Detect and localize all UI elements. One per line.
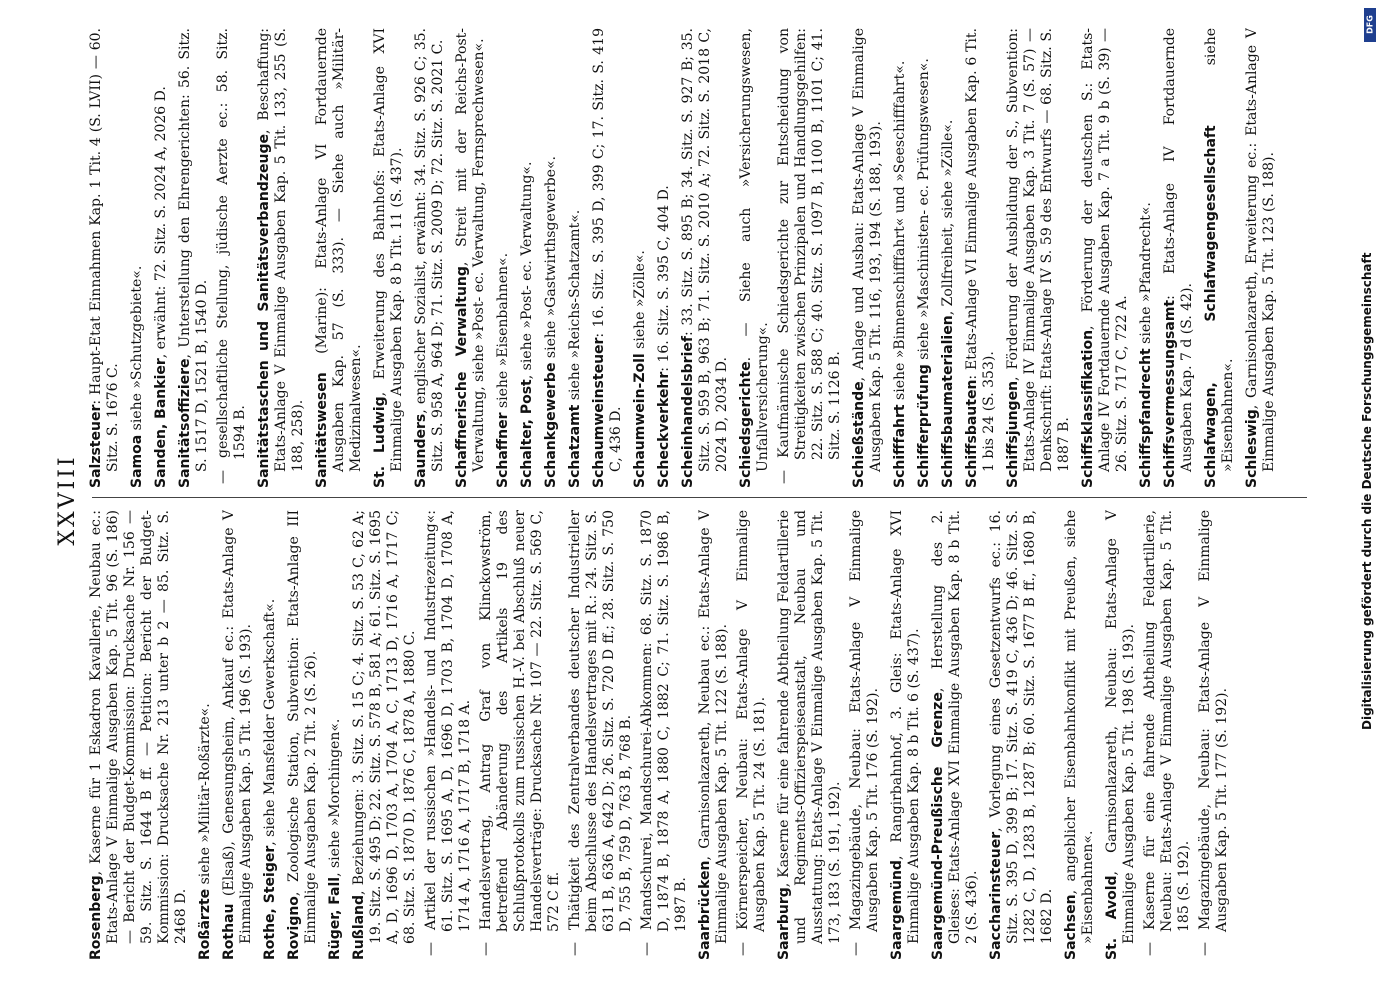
dfg-logo-text: DFG: [1365, 15, 1375, 34]
index-reference: , Erweiterung des Bahnhofs: Etats-Anlage XVI Einmalige Ausgaben Kap. 8 b Tit. 11 (S. 437).: [372, 28, 405, 472]
index-reference: , Vorlegung eines Gesetzentwurfs ec.: 16. Sitz. S. 395 D, 399 B; 17. Sitz. S. 419 C, 436 D; 46. Sitz. S. 1282 C, D, 1283 B, 1287 B; 60. Sitz. S. 1677 B ff., 1680 B, 1682 D.: [988, 510, 1055, 944]
sub-entry-dash: —: [423, 942, 439, 956]
index-term: Schatzamt: [567, 404, 583, 488]
index-term: Schleswig: [1244, 409, 1260, 488]
column-divider: [92, 497, 1307, 498]
sub-entry-dash: —: [639, 942, 655, 956]
index-reference: Körnerspeicher, Neubau: Etats-Anlage V Einmalige Ausgaben Kap. 5 Tit. 24 (S. 181).: [735, 510, 768, 932]
index-term: Rosenberg: [88, 875, 104, 960]
index-term: Schiffspfandrecht: [1138, 348, 1154, 488]
index-entry: [519, 28, 536, 488]
index-entry: [88, 28, 122, 488]
index-reference: (Elsaß), Genesungsheim, Ankauf ec.: Etats-Anlage V Einmalige Ausgaben Kap. 5 Tit. 196 (S. 193).: [221, 510, 254, 944]
index-reference: : Etats-Anlage IV Fortdauernde Ausgaben Kap. 7 d (S. 42).: [1162, 28, 1195, 472]
index-term: Schankgewerbe: [543, 362, 559, 488]
index-reference: (Marine): Etats-Anlage VI Fortdauernde Ausgaben Kap. 57 (S. 333). — Siehe auch »Militär-Medizinalwesen«.: [314, 28, 364, 472]
index-entry: [567, 510, 635, 960]
index-term: Schiffsvermessungsamt: [1162, 299, 1178, 488]
index-entry: [221, 510, 255, 960]
index-reference: , siehe »Post- ec. Verwaltung«.: [519, 161, 535, 380]
index-term: Schiffsbauten: [964, 379, 980, 488]
index-entry: [940, 28, 957, 488]
index-entry: [656, 28, 673, 488]
index-reference: Magazingebäude, Neubau: Etats-Anlage V Einmalige Ausgaben Kap. 5 Tit. 176 (S. 192).: [848, 510, 881, 932]
index-term: Schifffahrt: [892, 404, 908, 488]
index-entry: [372, 28, 406, 488]
index-entry: [1138, 28, 1155, 488]
index-term: Scheinhandelsbrief: [680, 336, 696, 488]
index-term: Rovigno: [286, 896, 302, 960]
index-term: Saargemünd: [889, 860, 905, 960]
index-reference: , siehe »Morchingen«.: [327, 718, 343, 877]
sub-entry-dash: —: [1142, 942, 1158, 956]
index-reference: , Zoologische Station, Subvention: Etats-Anlage III Einmalige Ausgaben Kap. 2 Tit. 2 (S. 26).: [286, 510, 319, 944]
index-reference: , Kaserne für eine fahrende Abtheilung Feldartillerie und Regiments-Offizierspeiseanstalt, Neubau und Ausstattung: Etats-Anlage V Einmalige Ausgaben Kap. 5 Tit. 173, 183 (S. 191, 192).: [776, 510, 843, 944]
index-term: Schifferprüfung: [916, 364, 932, 488]
index-entry: [256, 28, 307, 488]
index-term: Schalter, Post: [519, 379, 535, 488]
index-entry: [988, 510, 1056, 960]
index-column-right: [88, 28, 1318, 488]
index-entry: [543, 28, 560, 488]
index-reference: , Zollfreiheit, siehe »Zölle«.: [940, 119, 956, 316]
index-entry: [88, 510, 190, 960]
index-entry: [848, 510, 882, 960]
index-entry: [351, 510, 419, 960]
index-reference: , Beschaffung: Etats-Anlage V Einmalige Ausgaben Kap. 5 Tit. 133, 255 (S. 188, 258).: [256, 28, 306, 472]
dfg-logo: [1364, 8, 1376, 42]
index-entry: [1203, 28, 1237, 488]
index-reference: Magazingebäude, Neubau: Etats-Anlage V Einmalige Ausgaben Kap. 5 Tit. 177 (S. 192).: [1197, 510, 1230, 932]
index-reference: , Beziehungen: 3. Sitz. S. 15 C; 4. Sitz. S. 53 C, 62 A; 19. Sitz. S. 495 D; 22. Sitz. S. 578 B, 581 A; 61. Sitz. S. 1695 A, D, 1696 D, 1703 A, 1704 A, C, 1713 D, 1716 A, 1717 C; 68. Sitz. S. 1870 D, 1876 C, 1878 A, 1880 C.: [351, 510, 418, 944]
index-reference: siehe »Schutzgebiete«.: [129, 265, 145, 435]
index-term: Sanitätswesen: [314, 372, 330, 488]
index-reference: siehe »Pfandrecht«.: [1138, 202, 1154, 349]
index-reference: siehe »Eisenbahnen«.: [495, 252, 511, 413]
index-entry: [1080, 28, 1131, 488]
index-entry: [591, 28, 625, 488]
index-term: Schiffsbaumaterialien: [940, 315, 956, 488]
index-entry: [454, 28, 488, 488]
index-entry: [129, 28, 146, 488]
index-reference: , englischer Sozialist, erwähnt: 34. Sitz. S. 926 C; 35. Sitz. S. 958 A, 964 D; 71. Sitz. S. 2009 D; 72. Sitz. S. 2021 C.: [413, 28, 446, 472]
index-reference: , Förderung der Ausbildung der S., Subvention: Etats-Anlage IV Einmalige Ausgaben Kap. 3 Tit. 7 (S. 57) — Denkschrift: Etats-Anlage IV S. 59 des Entwurfs — 68. Sitz. S. 1887 B.: [1005, 28, 1072, 472]
index-term: Rothau: [221, 903, 237, 960]
index-entry: [495, 28, 512, 488]
index-term: St. Ludwig: [372, 396, 388, 488]
index-entry: [314, 28, 365, 488]
page-number: XXVIII: [55, 454, 80, 546]
index-reference: , Kaserne für 1 Eskadron Kavallerie, Neubau ec.: Etats-Anlage V Einmalige Ausgaben Kap. 5 Tit. 96 (S. 186) — Bericht der Budget-Kommission: Drucksache Nr. 156 — 59. Sitz. S. 1644 B ff. — Petition: Bericht der Budget-Kommission: Drucksache Nr. 213 unter b 2 — 85. Sitz. S. 2468 D.: [88, 510, 189, 944]
index-reference: Handelsvertrag, Antrag Graf von Klinckowström, betreffend Abänderung des Artikels 19 des Schlußprotokolls zum russischen H.-V. bei Abschluß neuer Handelsverträge: Drucksache Nr. 107 — 22. Sitz. S. 569 C, 572 C ff.: [478, 510, 562, 932]
index-term: Sanitätstaschen und Sanitätsverbandzeuge: [256, 134, 272, 488]
index-reference: , siehe Mansfelder Gewerkschaft«.: [262, 598, 278, 846]
index-entry: [776, 28, 844, 488]
index-term: Rothe, Steiger: [262, 845, 278, 960]
index-term: Sanden, Bankier: [153, 358, 169, 488]
index-term: Sanitätsoffiziere: [177, 358, 193, 488]
index-entry: [889, 510, 923, 960]
index-entry: [930, 510, 981, 960]
index-entry: [1104, 510, 1138, 960]
index-term: Schiffsjungen: [1005, 380, 1021, 488]
index-term: Sachsen: [1063, 894, 1079, 960]
index-entry: [1005, 28, 1073, 488]
index-entry: [892, 28, 909, 488]
index-reference: : 16. Sitz. S. 395 D, 399 C; 17. Sitz. S. 419 C, 436 D.: [591, 28, 624, 472]
index-term: Rüger, Fall: [327, 876, 343, 960]
index-reference: Thätigkeit des Zentralverbandes deutscher Industrieller beim Abschlusse des Handelsvertrages mit R.: 24. Sitz. S. 631 B, 636 A, 642 D; 26. Sitz. S. 720 D ff.; 28. Sitz. S. 750 D, 755 B, 759 D, 763 B, 768 B.: [567, 510, 634, 932]
index-reference: Artikel der russischen »Handels- und Industriezeitung«: 61. Sitz. S. 1695 A, D, 1696 D, 1703 B, 1704 D, 1708 A, 1714 A, 1716 A, 1717 B, 1718 A.: [423, 510, 473, 932]
index-reference: siehe »Maschinisten- ec. Prüfungswesen«.: [916, 58, 932, 365]
sub-entry-dash: —: [776, 470, 792, 484]
index-term: Schaumwein-Zoll: [632, 353, 648, 488]
index-entry: [738, 28, 772, 488]
index-reference: , Garnisonlazareth, Erweiterung ec.: Etats-Anlage V Einmalige Ausgaben Kap. 5 Tit. 123 (S. 188).: [1244, 28, 1277, 472]
index-reference: . — Siehe auch »Versicherungswesen, Unfallversicherung«.: [738, 28, 771, 472]
index-reference: , Anlage und Ausbau: Etats-Anlage V Einmalige Ausgaben Kap. 5 Tit. 116, 193, 194 (S. 188, 193).: [851, 28, 884, 472]
index-term: Schiedsgerichte: [738, 361, 754, 488]
index-entry: [413, 28, 447, 488]
index-reference: , angeblicher Eisenbahnkonflikt mit Preußen, siehe »Eisenbahnen«.: [1063, 510, 1096, 944]
index-reference: , Streit mit der Reichs-Post-Verwaltung, siehe »Post- ec. Verwaltung, Fernsprechwesen«.: [454, 28, 487, 472]
index-reference: : 33. Sitz. S. 895 B; 34. Sitz. S. 927 B; 35. Sitz. S. 959 B, 963 B; 71. Sitz. S. 2010 A; 72. Sitz. S. 2018 C, 2024 D, 2034 D.: [680, 28, 730, 472]
index-term: Schiffsklassifikation: [1080, 329, 1096, 488]
index-entry: [215, 28, 249, 488]
index-entry: [632, 28, 649, 488]
index-term: Saarbrücken: [697, 860, 713, 960]
index-term: Schaffner: [495, 412, 511, 488]
index-term: Salzsteuer: [88, 404, 104, 488]
index-entry: [1063, 510, 1097, 960]
index-term: Roßärzte: [197, 888, 213, 960]
index-entry: [639, 510, 690, 960]
index-term: Rußland: [351, 894, 367, 960]
digitization-note: [1352, 0, 1382, 1000]
index-entry: [262, 510, 279, 960]
index-reference: siehe »Zölle«.: [632, 250, 648, 354]
index-reference: siehe »Gastwirthsgewerbe«.: [543, 156, 559, 363]
index-entry: [153, 28, 170, 488]
index-entry: [1142, 510, 1193, 960]
index-reference: siehe »Militär-Roßärzte«.: [197, 703, 213, 889]
sub-entry-dash: —: [848, 942, 864, 956]
index-entry: [776, 510, 844, 960]
index-reference: : Etats-Anlage VI Einmalige Ausgaben Kap. 6 Tit. 1 bis 24 (S. 353).: [964, 28, 997, 472]
index-term: Schaumweinsteuer: [591, 337, 607, 488]
index-column-left: [88, 510, 1318, 960]
index-reference: Kaserne für eine fahrende Abtheilung Feldartillerie, Neubau: Etats-Anlage V Einmalige Ausgaben Kap. 5 Tit. 185 (S. 192).: [1142, 510, 1192, 932]
index-entry: [197, 510, 214, 960]
index-reference: , Unterstellung den Ehrengerichten: 56. Sitz. S. 1517 D, 1521 B, 1540 D.: [177, 28, 210, 472]
index-entry: [1244, 28, 1278, 488]
index-entry: [286, 510, 320, 960]
index-reference: siehe »Binnenschifffahrt« und »Seeschifffahrt«.: [892, 60, 908, 405]
index-entry: [327, 510, 344, 960]
index-entry: [567, 28, 584, 488]
index-reference: siehe »Reichs-Schatzamt«.: [567, 209, 583, 405]
sub-entry-dash: —: [735, 942, 751, 956]
index-entry: [964, 28, 998, 488]
index-term: Saarburg: [776, 887, 792, 960]
index-entry: [423, 510, 474, 960]
index-term: Saccharinsteuer: [988, 831, 1004, 960]
index-reference: : 16. Sitz. S. 395 C, 404 D.: [656, 185, 672, 372]
index-term: Samoa: [129, 434, 145, 488]
index-entry: [1162, 28, 1196, 488]
sub-entry-dash: —: [1197, 942, 1213, 956]
index-reference: siehe »Eisenbahnen«.: [1203, 28, 1236, 472]
index-term: Schlafwagen, Schlafwagengesellschaft: [1203, 125, 1219, 488]
index-term: Schießstände: [851, 381, 867, 488]
index-term: Schaffnerische Verwaltung: [454, 266, 470, 488]
index-term: Saargemünd-Preußische Grenze: [930, 692, 946, 960]
index-reference: , Förderung der deutschen S.: Etats-Anlage IV Fortdauernde Ausgaben Kap. 7 a Tit. 9 b (S. 39) — 26. Sitz. S. 717 C, 722 A.: [1080, 28, 1130, 472]
index-entry: [697, 510, 731, 960]
index-term: St. Avold: [1104, 875, 1120, 960]
index-entry: [478, 510, 563, 960]
digitization-note-text: Digitalisierung gefördert durch die Deutsche Forschungsgemeinschaft: [1360, 252, 1374, 730]
index-reference: , Rangirbahnhof, 3. Gleis: Etats-Anlage XVI Einmalige Ausgaben Kap. 8 b Tit. 6 (S. 437).: [889, 510, 922, 944]
index-entry: [916, 28, 933, 488]
index-entry: [735, 510, 769, 960]
index-term: Saunders: [413, 413, 429, 488]
index-reference: gesellschaftliche Stellung, jüdische Aerzte ec.: 58. Sitz. 1594 B.: [215, 28, 248, 460]
index-entry: [1197, 510, 1231, 960]
index-reference: , Garnisonlazareth, Neubau ec.: Etats-Anlage V Einmalige Ausgaben Kap. 5 Tit. 122 (S. 188).: [697, 510, 730, 944]
sub-entry-dash: —: [215, 470, 231, 484]
index-entry: [680, 28, 731, 488]
index-reference: : Haupt-Etat Einnahmen Kap. 1 Tit. 4 (S. LVII) — 60. Sitz. S. 1676 C.: [88, 28, 121, 472]
index-reference: , Garnisonlazareth, Neubau: Etats-Anlage V Einmalige Ausgaben Kap. 5 Tit. 198 (S. 193).: [1104, 510, 1137, 944]
index-reference: Mandschurei, Mandschurei-Abkommen: 68. Sitz. S. 1870 D, 1874 B, 1878 A, 1880 C, 1882 C; 71. Sitz. S. 1986 B, 1987 B.: [639, 510, 689, 932]
index-reference: Kaufmännische Schiedsgerichte zur Entscheidung von Streitigkeiten zwischen Prinzipalen und Handlungsgehilfen: 22. Sitz. S. 588 C; 40. Sitz. S. 1097 B, 1100 B, 1101 C; 41. Sitz. S. 1126 B.: [776, 28, 843, 460]
sub-entry-dash: —: [478, 942, 494, 956]
index-entry: [851, 28, 885, 488]
index-term: Scheckverkehr: [656, 371, 672, 488]
sub-entry-dash: —: [567, 942, 583, 956]
index-reference: , Herstellung des 2. Gleises: Etats-Anlage XVI Einmalige Ausgaben Kap. 8 b Tit. 2 (S. 436).: [930, 510, 980, 944]
index-reference: , erwähnt: 72. Sitz. S. 2024 A, 2026 D.: [153, 86, 169, 359]
index-entry: [177, 28, 211, 488]
